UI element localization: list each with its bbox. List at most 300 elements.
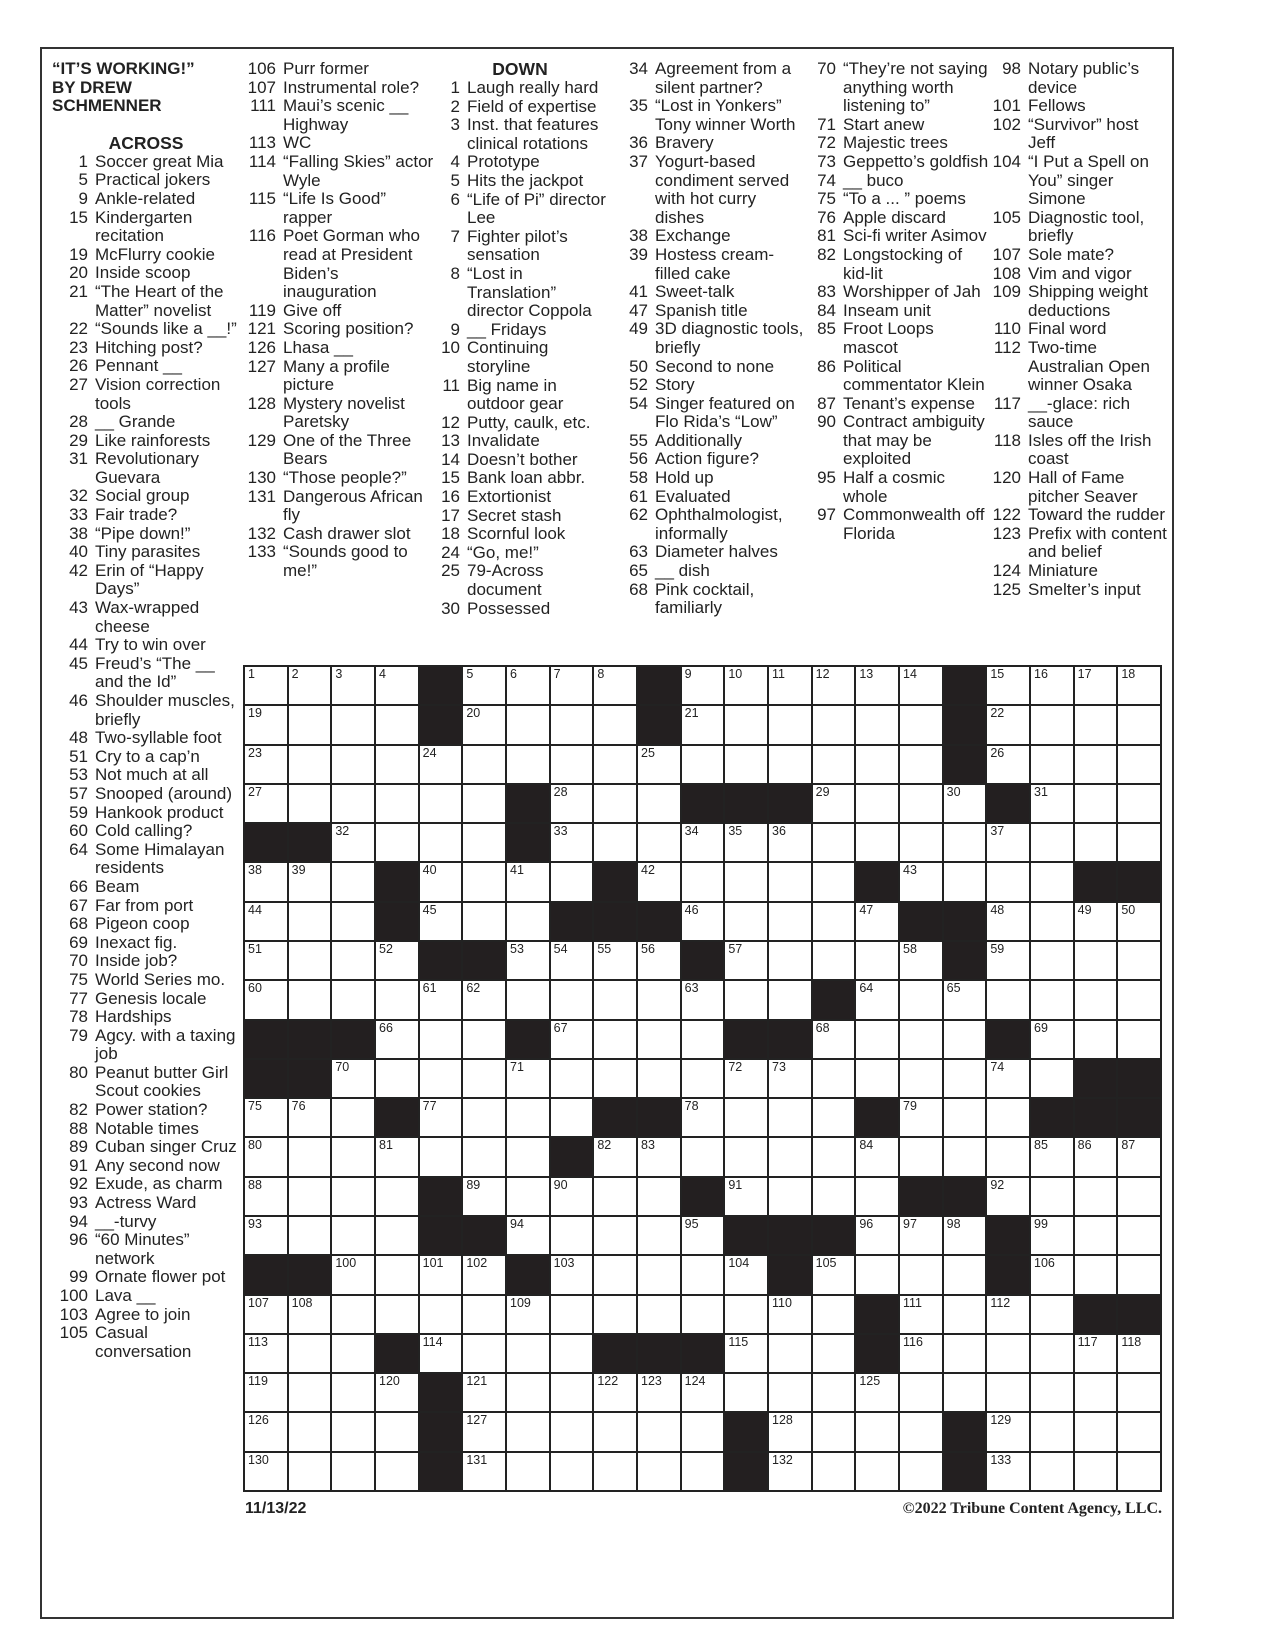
grid-cell[interactable]	[551, 1256, 593, 1293]
grid-cell[interactable]	[769, 1335, 811, 1372]
grid-cell[interactable]	[638, 785, 680, 822]
grid-cell[interactable]	[987, 1060, 1029, 1097]
grid-cell[interactable]	[725, 942, 767, 979]
grid-cell[interactable]	[245, 1099, 287, 1136]
grid-cell[interactable]	[1075, 1413, 1117, 1450]
grid-cell[interactable]	[289, 1374, 331, 1411]
grid-cell[interactable]	[1118, 785, 1160, 822]
grid-cell[interactable]	[507, 942, 549, 979]
grid-cell[interactable]	[463, 1060, 505, 1097]
grid-cell[interactable]	[376, 1453, 418, 1490]
grid-cell[interactable]	[507, 1178, 549, 1215]
grid-cell[interactable]	[1075, 942, 1117, 979]
grid-cell[interactable]	[463, 1374, 505, 1411]
grid-cell[interactable]	[376, 1138, 418, 1175]
grid-cell[interactable]	[856, 942, 898, 979]
grid-cell[interactable]	[638, 1296, 680, 1333]
grid-cell[interactable]	[682, 1256, 724, 1293]
grid-cell[interactable]	[1075, 1138, 1117, 1175]
grid-cell[interactable]	[594, 1060, 636, 1097]
grid-cell[interactable]	[332, 1296, 374, 1333]
grid-cell[interactable]	[507, 1335, 549, 1372]
grid-cell[interactable]	[551, 1021, 593, 1058]
grid-cell[interactable]	[289, 863, 331, 900]
grid-cell[interactable]	[856, 1256, 898, 1293]
grid-cell[interactable]	[1075, 746, 1117, 783]
grid-cell[interactable]	[769, 1453, 811, 1490]
grid-cell[interactable]	[725, 981, 767, 1018]
grid-cell[interactable]	[507, 667, 549, 704]
grid-cell[interactable]	[944, 1099, 986, 1136]
grid-cell[interactable]	[813, 1296, 855, 1333]
grid-cell[interactable]	[987, 1374, 1029, 1411]
grid-cell[interactable]	[551, 824, 593, 861]
grid-cell[interactable]	[332, 981, 374, 1018]
grid-cell[interactable]	[332, 667, 374, 704]
grid-cell[interactable]	[856, 1453, 898, 1490]
grid-cell[interactable]	[813, 1060, 855, 1097]
grid-cell[interactable]	[944, 785, 986, 822]
grid-cell[interactable]	[245, 746, 287, 783]
grid-cell[interactable]	[594, 1374, 636, 1411]
grid-cell[interactable]	[420, 1099, 462, 1136]
grid-cell[interactable]	[813, 1374, 855, 1411]
grid-cell[interactable]	[725, 863, 767, 900]
grid-cell[interactable]	[289, 1335, 331, 1372]
grid-cell[interactable]	[1031, 785, 1073, 822]
grid-cell[interactable]	[638, 863, 680, 900]
grid-cell[interactable]	[1118, 706, 1160, 743]
grid-cell[interactable]	[944, 1217, 986, 1254]
grid-cell[interactable]	[1118, 1374, 1160, 1411]
grid-cell[interactable]	[245, 863, 287, 900]
grid-cell[interactable]	[245, 1374, 287, 1411]
grid-cell[interactable]	[1118, 1217, 1160, 1254]
grid-cell[interactable]	[332, 863, 374, 900]
grid-cell[interactable]	[507, 706, 549, 743]
grid-cell[interactable]	[682, 903, 724, 940]
grid-cell[interactable]	[900, 1256, 942, 1293]
grid-cell[interactable]	[1031, 1374, 1073, 1411]
grid-cell[interactable]	[594, 1138, 636, 1175]
grid-cell[interactable]	[1118, 824, 1160, 861]
grid-cell[interactable]	[420, 981, 462, 1018]
grid-cell[interactable]	[987, 863, 1029, 900]
grid-cell[interactable]	[594, 746, 636, 783]
grid-cell[interactable]	[594, 824, 636, 861]
grid-cell[interactable]	[856, 1413, 898, 1450]
grid-cell[interactable]	[1031, 824, 1073, 861]
grid-cell[interactable]	[1075, 981, 1117, 1018]
grid-cell[interactable]	[289, 1453, 331, 1490]
grid-cell[interactable]	[1075, 1453, 1117, 1490]
grid-cell[interactable]	[987, 1178, 1029, 1215]
grid-cell[interactable]	[1118, 981, 1160, 1018]
grid-cell[interactable]	[1118, 667, 1160, 704]
grid-cell[interactable]	[245, 1178, 287, 1215]
grid-cell[interactable]	[682, 1099, 724, 1136]
grid-cell[interactable]	[332, 785, 374, 822]
grid-cell[interactable]	[1118, 1256, 1160, 1293]
grid-cell[interactable]	[638, 1413, 680, 1450]
grid-cell[interactable]	[682, 1374, 724, 1411]
grid-cell[interactable]	[332, 1374, 374, 1411]
grid-cell[interactable]	[682, 981, 724, 1018]
grid-cell[interactable]	[725, 706, 767, 743]
grid-cell[interactable]	[856, 1060, 898, 1097]
grid-cell[interactable]	[1031, 1178, 1073, 1215]
grid-cell[interactable]	[638, 1217, 680, 1254]
grid-cell[interactable]	[1075, 785, 1117, 822]
grid-cell[interactable]	[987, 824, 1029, 861]
grid-cell[interactable]	[594, 1217, 636, 1254]
grid-cell[interactable]	[725, 1060, 767, 1097]
grid-cell[interactable]	[245, 1217, 287, 1254]
grid-cell[interactable]	[813, 1256, 855, 1293]
grid-cell[interactable]	[1118, 903, 1160, 940]
grid-cell[interactable]	[376, 746, 418, 783]
grid-cell[interactable]	[376, 1060, 418, 1097]
grid-cell[interactable]	[944, 981, 986, 1018]
grid-cell[interactable]	[594, 785, 636, 822]
grid-cell[interactable]	[900, 785, 942, 822]
grid-cell[interactable]	[813, 1335, 855, 1372]
grid-cell[interactable]	[813, 706, 855, 743]
grid-cell[interactable]	[507, 1453, 549, 1490]
grid-cell[interactable]	[463, 667, 505, 704]
grid-cell[interactable]	[856, 1217, 898, 1254]
grid-cell[interactable]	[289, 706, 331, 743]
grid-cell[interactable]	[289, 903, 331, 940]
grid-cell[interactable]	[725, 824, 767, 861]
grid-cell[interactable]	[769, 1413, 811, 1450]
grid-cell[interactable]	[463, 785, 505, 822]
grid-cell[interactable]	[638, 824, 680, 861]
grid-cell[interactable]	[856, 746, 898, 783]
grid-cell[interactable]	[245, 1138, 287, 1175]
grid-cell[interactable]	[289, 746, 331, 783]
grid-cell[interactable]	[769, 1138, 811, 1175]
grid-cell[interactable]	[813, 746, 855, 783]
grid-cell[interactable]	[900, 942, 942, 979]
grid-cell[interactable]	[245, 1335, 287, 1372]
grid-cell[interactable]	[769, 942, 811, 979]
grid-cell[interactable]	[551, 746, 593, 783]
grid-cell[interactable]	[332, 1138, 374, 1175]
grid-cell[interactable]	[420, 824, 462, 861]
grid-cell[interactable]	[1118, 1335, 1160, 1372]
grid-cell[interactable]	[1031, 863, 1073, 900]
grid-cell[interactable]	[245, 1296, 287, 1333]
grid-cell[interactable]	[813, 785, 855, 822]
grid-cell[interactable]	[594, 1178, 636, 1215]
grid-cell[interactable]	[856, 1138, 898, 1175]
grid-cell[interactable]	[1031, 1217, 1073, 1254]
grid-cell[interactable]	[1118, 1021, 1160, 1058]
grid-cell[interactable]	[1118, 1138, 1160, 1175]
grid-cell[interactable]	[987, 981, 1029, 1018]
grid-cell[interactable]	[769, 1099, 811, 1136]
grid-cell[interactable]	[1031, 981, 1073, 1018]
grid-cell[interactable]	[420, 1256, 462, 1293]
grid-cell[interactable]	[900, 863, 942, 900]
grid-cell[interactable]	[725, 1374, 767, 1411]
grid-cell[interactable]	[1031, 706, 1073, 743]
grid-cell[interactable]	[900, 1060, 942, 1097]
grid-cell[interactable]	[507, 746, 549, 783]
grid-cell[interactable]	[682, 1296, 724, 1333]
grid-cell[interactable]	[463, 1453, 505, 1490]
grid-cell[interactable]	[900, 824, 942, 861]
grid-cell[interactable]	[987, 1296, 1029, 1333]
grid-cell[interactable]	[769, 981, 811, 1018]
grid-cell[interactable]	[900, 1296, 942, 1333]
grid-cell[interactable]	[944, 1296, 986, 1333]
grid-cell[interactable]	[1118, 746, 1160, 783]
grid-cell[interactable]	[682, 1021, 724, 1058]
grid-cell[interactable]	[682, 1217, 724, 1254]
grid-cell[interactable]	[769, 1060, 811, 1097]
grid-cell[interactable]	[376, 1021, 418, 1058]
grid-cell[interactable]	[1031, 1060, 1073, 1097]
grid-cell[interactable]	[594, 667, 636, 704]
grid-cell[interactable]	[1031, 1335, 1073, 1372]
grid-cell[interactable]	[1118, 1413, 1160, 1450]
grid-cell[interactable]	[944, 1138, 986, 1175]
grid-cell[interactable]	[551, 1060, 593, 1097]
grid-cell[interactable]	[376, 1374, 418, 1411]
grid-cell[interactable]	[682, 1413, 724, 1450]
grid-cell[interactable]	[551, 942, 593, 979]
grid-cell[interactable]	[856, 1021, 898, 1058]
grid-cell[interactable]	[594, 706, 636, 743]
grid-cell[interactable]	[463, 1335, 505, 1372]
grid-cell[interactable]	[987, 1413, 1029, 1450]
grid-cell[interactable]	[944, 824, 986, 861]
grid-cell[interactable]	[813, 863, 855, 900]
grid-cell[interactable]	[594, 1453, 636, 1490]
grid-cell[interactable]	[1031, 1453, 1073, 1490]
grid-cell[interactable]	[376, 942, 418, 979]
grid-cell[interactable]	[900, 1413, 942, 1450]
grid-cell[interactable]	[944, 1021, 986, 1058]
grid-cell[interactable]	[638, 1256, 680, 1293]
grid-cell[interactable]	[1075, 1021, 1117, 1058]
grid-cell[interactable]	[1031, 746, 1073, 783]
grid-cell[interactable]	[769, 667, 811, 704]
grid-cell[interactable]	[1075, 1178, 1117, 1215]
grid-cell[interactable]	[245, 706, 287, 743]
grid-cell[interactable]	[551, 1374, 593, 1411]
grid-cell[interactable]	[289, 1413, 331, 1450]
grid-cell[interactable]	[856, 981, 898, 1018]
grid-cell[interactable]	[594, 1256, 636, 1293]
grid-cell[interactable]	[1075, 706, 1117, 743]
grid-cell[interactable]	[813, 903, 855, 940]
grid-cell[interactable]	[987, 1335, 1029, 1372]
grid-cell[interactable]	[900, 1099, 942, 1136]
grid-cell[interactable]	[420, 1021, 462, 1058]
grid-cell[interactable]	[725, 1178, 767, 1215]
grid-cell[interactable]	[944, 863, 986, 900]
grid-cell[interactable]	[725, 1296, 767, 1333]
grid-cell[interactable]	[463, 903, 505, 940]
grid-cell[interactable]	[1031, 1256, 1073, 1293]
grid-cell[interactable]	[332, 1413, 374, 1450]
grid-cell[interactable]	[376, 785, 418, 822]
grid-cell[interactable]	[900, 706, 942, 743]
grid-cell[interactable]	[289, 1217, 331, 1254]
grid-cell[interactable]	[1075, 903, 1117, 940]
grid-cell[interactable]	[463, 706, 505, 743]
grid-cell[interactable]	[463, 1256, 505, 1293]
grid-cell[interactable]	[813, 942, 855, 979]
grid-cell[interactable]	[769, 706, 811, 743]
grid-cell[interactable]	[594, 981, 636, 1018]
grid-cell[interactable]	[1118, 1453, 1160, 1490]
grid-cell[interactable]	[507, 1296, 549, 1333]
grid-cell[interactable]	[332, 942, 374, 979]
grid-cell[interactable]	[551, 706, 593, 743]
grid-cell[interactable]	[1031, 903, 1073, 940]
grid-cell[interactable]	[900, 1374, 942, 1411]
grid-cell[interactable]	[332, 1453, 374, 1490]
grid-cell[interactable]	[1118, 1178, 1160, 1215]
grid-cell[interactable]	[463, 1296, 505, 1333]
grid-cell[interactable]	[725, 1099, 767, 1136]
grid-cell[interactable]	[900, 746, 942, 783]
grid-cell[interactable]	[813, 1413, 855, 1450]
grid-cell[interactable]	[376, 1413, 418, 1450]
grid-cell[interactable]	[638, 1021, 680, 1058]
grid-cell[interactable]	[638, 1178, 680, 1215]
grid-cell[interactable]	[856, 1178, 898, 1215]
grid-cell[interactable]	[769, 746, 811, 783]
grid-cell[interactable]	[813, 824, 855, 861]
grid-cell[interactable]	[682, 746, 724, 783]
grid-cell[interactable]	[289, 1178, 331, 1215]
grid-cell[interactable]	[332, 1178, 374, 1215]
grid-cell[interactable]	[1031, 942, 1073, 979]
grid-cell[interactable]	[551, 1335, 593, 1372]
grid-cell[interactable]	[900, 667, 942, 704]
grid-cell[interactable]	[463, 1099, 505, 1136]
grid-cell[interactable]	[944, 1335, 986, 1372]
grid-cell[interactable]	[551, 1413, 593, 1450]
grid-cell[interactable]	[856, 824, 898, 861]
grid-cell[interactable]	[507, 1413, 549, 1450]
grid-cell[interactable]	[1031, 1138, 1073, 1175]
grid-cell[interactable]	[944, 1060, 986, 1097]
grid-cell[interactable]	[463, 746, 505, 783]
grid-cell[interactable]	[1075, 667, 1117, 704]
grid-cell[interactable]	[332, 903, 374, 940]
grid-cell[interactable]	[245, 667, 287, 704]
grid-cell[interactable]	[463, 1413, 505, 1450]
grid-cell[interactable]	[376, 1256, 418, 1293]
grid-cell[interactable]	[594, 1413, 636, 1450]
grid-cell[interactable]	[987, 667, 1029, 704]
grid-cell[interactable]	[987, 903, 1029, 940]
grid-cell[interactable]	[813, 1099, 855, 1136]
grid-cell[interactable]	[420, 1060, 462, 1097]
grid-cell[interactable]	[725, 1256, 767, 1293]
grid-cell[interactable]	[463, 981, 505, 1018]
grid-cell[interactable]	[245, 942, 287, 979]
grid-cell[interactable]	[594, 942, 636, 979]
grid-cell[interactable]	[682, 1060, 724, 1097]
grid-cell[interactable]	[987, 942, 1029, 979]
grid-cell[interactable]	[551, 667, 593, 704]
grid-cell[interactable]	[289, 981, 331, 1018]
grid-cell[interactable]	[463, 1138, 505, 1175]
grid-cell[interactable]	[1031, 1413, 1073, 1450]
grid-cell[interactable]	[900, 1138, 942, 1175]
grid-cell[interactable]	[1075, 1256, 1117, 1293]
grid-cell[interactable]	[900, 1021, 942, 1058]
grid-cell[interactable]	[944, 1256, 986, 1293]
grid-cell[interactable]	[1031, 1296, 1073, 1333]
grid-cell[interactable]	[1075, 824, 1117, 861]
grid-cell[interactable]	[682, 706, 724, 743]
grid-cell[interactable]	[376, 706, 418, 743]
grid-cell[interactable]	[638, 1453, 680, 1490]
grid-cell[interactable]	[813, 1138, 855, 1175]
grid-cell[interactable]	[856, 785, 898, 822]
grid-cell[interactable]	[638, 1374, 680, 1411]
grid-cell[interactable]	[1075, 1217, 1117, 1254]
grid-cell[interactable]	[682, 863, 724, 900]
grid-cell[interactable]	[376, 981, 418, 1018]
grid-cell[interactable]	[725, 1335, 767, 1372]
grid-cell[interactable]	[900, 1453, 942, 1490]
grid-cell[interactable]	[900, 981, 942, 1018]
grid-cell[interactable]	[551, 981, 593, 1018]
grid-cell[interactable]	[682, 824, 724, 861]
grid-cell[interactable]	[856, 1374, 898, 1411]
grid-cell[interactable]	[551, 1099, 593, 1136]
grid-cell[interactable]	[332, 1060, 374, 1097]
grid-cell[interactable]	[507, 1217, 549, 1254]
grid-cell[interactable]	[551, 1178, 593, 1215]
grid-cell[interactable]	[507, 863, 549, 900]
grid-cell[interactable]	[551, 1453, 593, 1490]
grid-cell[interactable]	[245, 903, 287, 940]
grid-cell[interactable]	[289, 1138, 331, 1175]
grid-cell[interactable]	[551, 863, 593, 900]
grid-cell[interactable]	[900, 1217, 942, 1254]
grid-cell[interactable]	[420, 1296, 462, 1333]
grid-cell[interactable]	[289, 785, 331, 822]
grid-cell[interactable]	[551, 785, 593, 822]
grid-cell[interactable]	[682, 667, 724, 704]
grid-cell[interactable]	[682, 1453, 724, 1490]
grid-cell[interactable]	[376, 1178, 418, 1215]
grid-cell[interactable]	[332, 1217, 374, 1254]
grid-cell[interactable]	[376, 1217, 418, 1254]
grid-cell[interactable]	[463, 863, 505, 900]
grid-cell[interactable]	[245, 1453, 287, 1490]
grid-cell[interactable]	[769, 1178, 811, 1215]
grid-cell[interactable]	[725, 903, 767, 940]
grid-cell[interactable]	[289, 1296, 331, 1333]
grid-cell[interactable]	[420, 863, 462, 900]
grid-cell[interactable]	[638, 942, 680, 979]
grid-cell[interactable]	[463, 1021, 505, 1058]
grid-cell[interactable]	[725, 667, 767, 704]
grid-cell[interactable]	[769, 863, 811, 900]
grid-cell[interactable]	[420, 1138, 462, 1175]
